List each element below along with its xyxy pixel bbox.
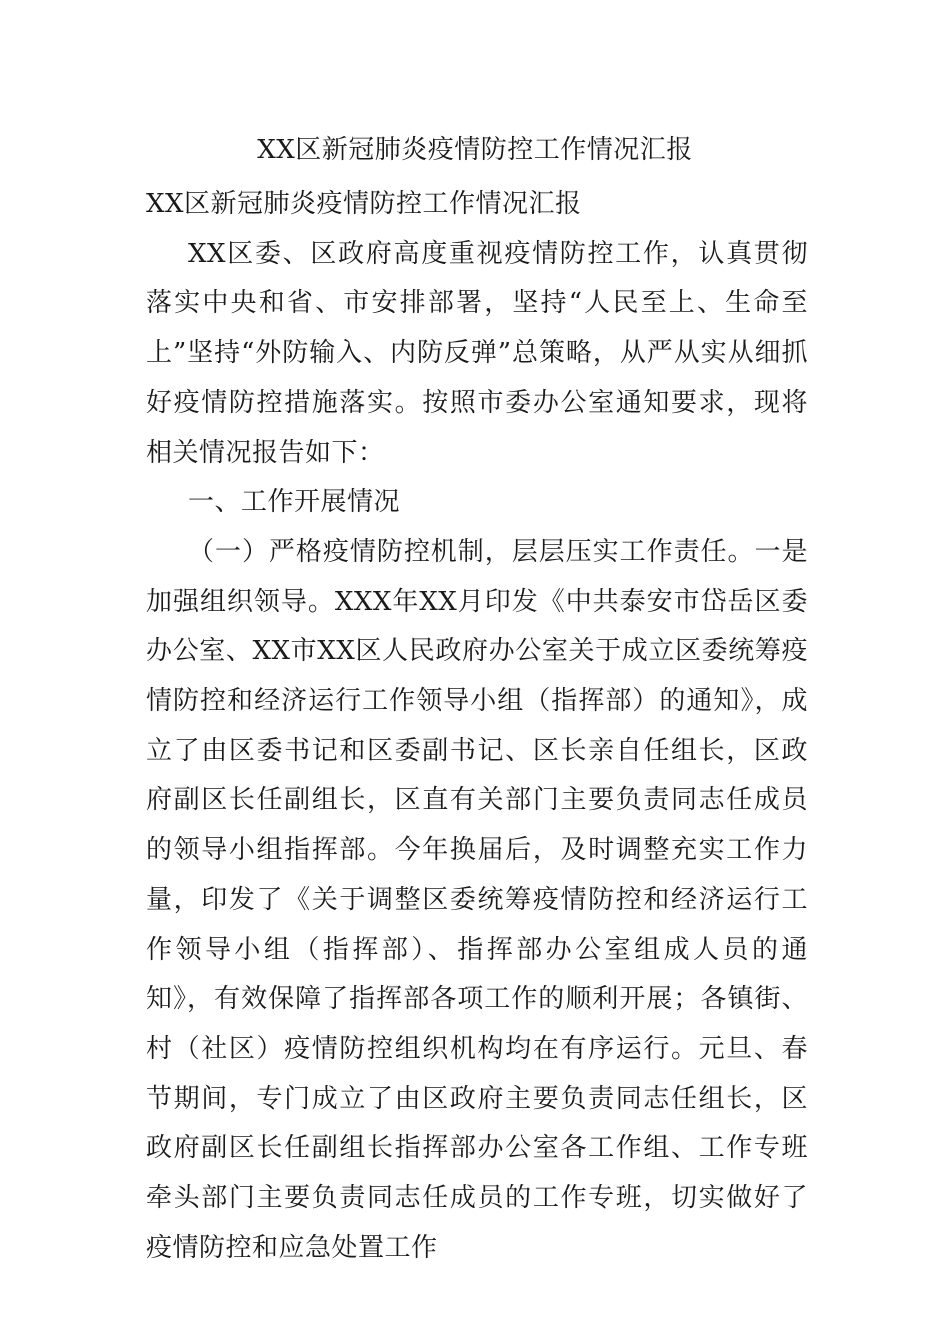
document-title: XX区新冠肺炎疫情防控工作情况汇报 <box>257 135 693 165</box>
body-heading: XX区新冠肺炎疫情防控工作情况汇报 <box>146 189 582 219</box>
section-heading: 一、工作开展情况 <box>188 487 401 518</box>
intro-paragraph: XX区委、区政府高度重视疫情防控工作，认真贯彻落实中央和省、市安排部署，坚持“人民至上、生命至上”坚持“外防输入、内防反弹”总策略，从严从实从细抓好疫情防控措施落实。按照市委办公室通知要求，现将相关情况报告如下： <box>146 238 808 468</box>
document-body <box>146 180 808 1273</box>
section-paragraph: （一）严格疫情防控机制，层层压实工作责任。一是加强组织领导。XXX年XX月印发《中共泰安市岱岳区委办公室、XX市XX区人民政府办公室关于成立区委统筹疫情防控和经济运行工作领导小组（指挥部）的通知》，成立了由区委书记和区委副书记、区长亲自任组长，区政府副区长任副组长，区直有关部门主要负责同志任成员的领导小组指挥部。今年换届后，及时调整充实工作力量，印发了《关于调整区委统筹疫情防控和经济运行工作领导小组（指挥部）、指挥部办公室组成人员的通知》，有效保障了指挥部各项工作的顺利开展；各镇街、村（社区）疫情防控组织机构均在有序运行。元旦、春节期间，专门成立了由区政府主要负责同志任组长，区政府副区长任副组长指挥部办公室各工作组、工作专班牵头部门主要负责同志任成员的工作专班，切实做好了疫情防控和应急处置工作 <box>146 536 808 1263</box>
